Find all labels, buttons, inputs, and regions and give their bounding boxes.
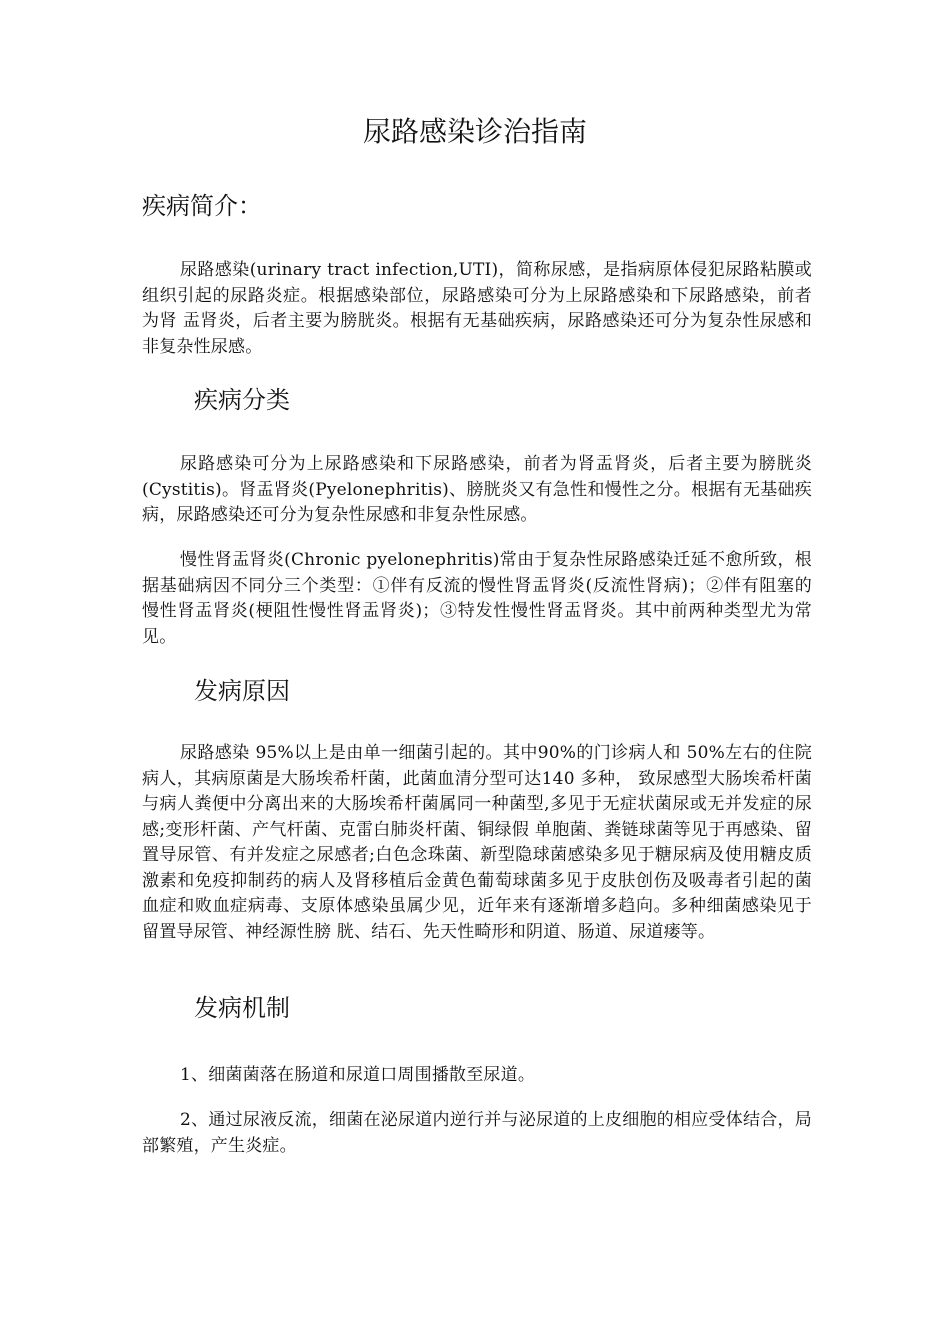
mechanism-paragraph-1: 1、细菌菌落在肠道和尿道口周围播散至尿道。 (180, 1065, 536, 1085)
section-heading-mechanism: 发病机制 (194, 994, 290, 1022)
section-heading-causes: 发病原因 (194, 677, 290, 705)
mechanism-paragraph-2: 2、通过尿液反流，细菌在泌尿道内逆行并与泌尿道的上皮细胞的相应受体结合，局部繁殖，产生炎症。 (142, 1110, 812, 1156)
intro-heading: 疾病简介： (142, 192, 262, 220)
section-heading-classification: 疾病分类 (194, 386, 290, 414)
classification-paragraph-2: 慢性肾盂肾炎(Chronic pyelonephritis)常由于复杂性尿路感染迁延不愈所致，根据基础病因不同分三个类型：①伴有反流的慢性肾盂肾炎(反流性肾病)；②伴有阻塞的 慢性肾盂肾炎(梗阻性慢性肾盂肾炎)；③特发性慢性肾盂肾炎。其中前两种类型尤为常见。 (142, 550, 812, 647)
intro-paragraph: 尿路感染(urinary tract infection,UTI)，简称尿感，是指病原体侵犯尿路粘膜或组织引起的尿路炎症。根据感染部位，尿路感染可分为上尿路感染和下尿路感染，前者为肾 盂肾炎，后者主要为膀胱炎。根据有无基础疾病，尿路感染还可分为复杂性尿感和非复杂性尿感。 (142, 260, 812, 357)
document-title: 尿路感染诊治指南 (362, 115, 587, 148)
classification-paragraph-1: 尿路感染可分为上尿路感染和下尿路感染，前者为肾盂肾炎，后者主要为膀胱炎(Cystitis)。肾盂肾炎(Pyelonephritis)、膀胱炎又有急性和慢性之分。根据有无基础疾病，尿路感染还可分为复杂性尿感和非复杂性尿感。 (142, 454, 812, 525)
causes-paragraph: 尿路感染 95%以上是由单一细菌引起的。其中90%的门诊病人和 50%左右的住院病人，其病原菌是大肠埃希杆菌，此菌血清分型可达140 多种， 致尿感型大肠埃希杆菌与病人粪便中分离出来的大肠埃希杆菌属同一种菌型,多见于无症状菌尿或无并发症的尿感;变形杆菌、产气杆菌、克雷白肺炎杆菌、铜绿假 单胞菌、粪链球菌等见于再感染、留置导尿管、有并发症之尿感者;白色念珠菌、新型隐球菌感染多见于糖尿病及使用糖皮质激素和免疫抑制药的病人及肾移植后金黄色葡萄球菌多见于皮肤创伤及吸毒者引起的菌血症和败血症病毒、支原体感染虽属少见，近年来有逐渐增多趋向。多种细菌感染见于留置导尿管、神经源性膀 胱、结石、先天性畸形和阴道、肠道、尿道瘘等。 (142, 743, 812, 942)
